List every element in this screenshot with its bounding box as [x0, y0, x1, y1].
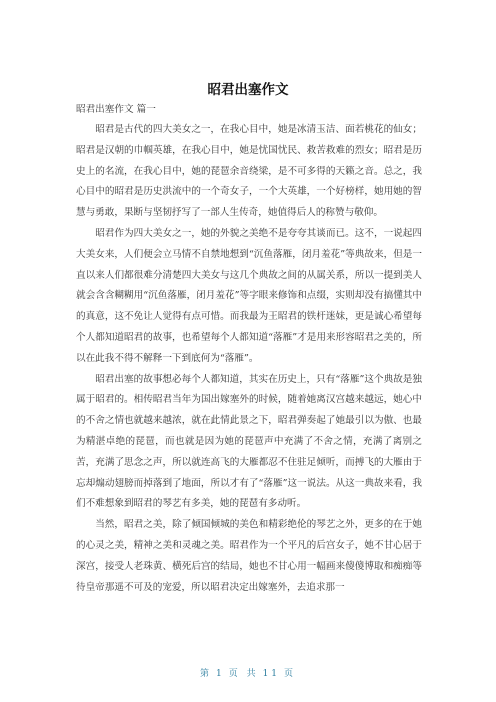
paragraph: 昭君是古代的四大美女之一，在我心目中，她是冰清玉洁、面若桃花的仙女；昭君是汉朝的巾帼英雄，在我心目中，她是忧国忧民、救苦救难的烈女；昭君是历史上的名流，在我心目中，她的琵琶余音绕梁，是不可多得的天籁之音。总之，我心目中的昭君是历史洪流中的一个奇女子，一个大英雄，一个好榜样，她用她的智慧与勇敢，果断与坚韧抒写了一部人生传奇，她值得后人的称赞与敬仰。: [76, 124, 422, 219]
footer-ye-gong: 页 共: [228, 669, 259, 679]
page-number: 1: [215, 669, 225, 679]
footer-di: 第: [199, 669, 212, 679]
paragraph: 当然，昭君之美，除了倾国倾城的美色和精彩绝伦的琴艺之外，更多的在于她的心灵之美，精神之美和灵魂之美。昭君作为一个平凡的后宫女子，她不甘心居于深宫，接受人老珠黄、横死后宫的结局，她也不甘心用一幅画来傻傻博取和痴痴等待皇帝那遥不可及的宠爱，所以昭君决定出嫁塞外，去追求那一: [76, 519, 422, 593]
document-body: [76, 120, 422, 598]
document-subtitle: 昭君出塞作文 篇一: [76, 104, 156, 115]
total-pages: 11: [262, 669, 281, 679]
document-title: 昭君出塞作文: [207, 82, 289, 98]
page-footer: [0, 666, 496, 679]
paragraph: 昭君作为四大美女之一，她的外貌之美绝不是夸夸其谈而已。这不，一说起四大美女来，人们便会立马情不自禁地想到“沉鱼落雁，闭月羞花”等典故来，但是一直以来人们都很难分清楚四大美女与这几个典故之间的从属关系，所以一提到美人就会含含糊糊用“沉鱼落雁，闭月羞花”等字眼来修饰和点缀，实则却没有搞懂其中的真意，这不免让人觉得有点可惜。而我最为王昭君的铁杆迷妹，更是诚心希望每个人都知道昭君的故事，也希望每个人都知道“落雁”才是用来形容昭君之美的，所以在此我不得不解释一下到底何为“落雁”。: [76, 227, 422, 364]
paragraph: 昭君出塞的故事想必每个人都知道，其实在历史上，只有“落雁”这个典故是独属于昭君的。相传昭君当年为国出嫁塞外的时候，随着她离汉宫越来越远，她心中的不舍之情也就越来越浓，就在此情此景之下，昭君弹奏起了她最引以为傲、也最为精湛卓绝的琵琶，而也就是因为她的琵琶声中充满了不舍之情，充满了离别之苦，充满了思念之声，所以就连高飞的大雁都忍不住驻足倾听，而搏飞的大雁由于忘却煽动翅膀而掉落到了地面，所以才有了“落雁”这一说法。从这一典故来看，我们不难想象到昭君的琴艺有多美，她的琵琶有多动听。: [76, 373, 422, 510]
footer-ye: 页: [284, 669, 297, 679]
